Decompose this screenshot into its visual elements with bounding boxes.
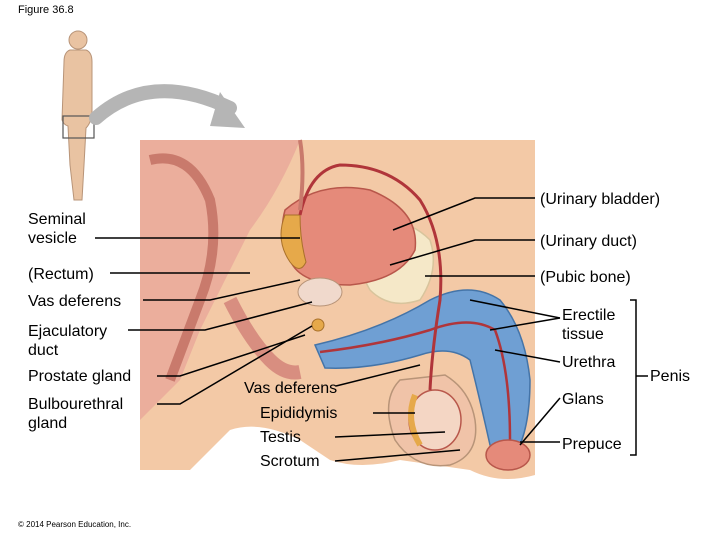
label-ejaculatory-duct: Ejaculatory duct xyxy=(28,323,108,359)
label-testis: Testis xyxy=(260,429,301,446)
label-prostate-gland: Prostate gland xyxy=(28,368,132,385)
label-prepuce: Prepuce xyxy=(562,436,622,453)
body-silhouette xyxy=(62,31,94,200)
label-bulbourethral-gland: Bulbourethral gland xyxy=(28,396,124,432)
label-penis: Penis xyxy=(650,368,691,385)
label-epididymis: Epididymis xyxy=(260,405,338,422)
copyright-notice: © 2014 Pearson Education, Inc. xyxy=(18,520,132,529)
label-urinary-bladder: (Urinary bladder) xyxy=(540,191,661,208)
label-pubic-bone: (Pubic bone) xyxy=(540,269,631,286)
label-urethra: Urethra xyxy=(562,354,616,371)
label-seminal-vesicle: Seminal vesicle xyxy=(28,211,86,247)
label-urinary-duct: (Urinary duct) xyxy=(540,233,637,250)
label-glans: Glans xyxy=(562,391,604,408)
cross-section xyxy=(140,140,535,479)
figure-title: Figure 36.8 xyxy=(18,4,74,16)
label-vas-deferens-left: Vas deferens xyxy=(28,293,122,310)
label-erectile-tissue: Erectile tissue xyxy=(562,307,616,343)
label-vas-deferens-center: Vas deferens xyxy=(244,380,338,397)
label-scrotum: Scrotum xyxy=(260,453,320,470)
label-rectum: (Rectum) xyxy=(28,266,94,283)
curved-arrow-shaft xyxy=(96,91,230,118)
